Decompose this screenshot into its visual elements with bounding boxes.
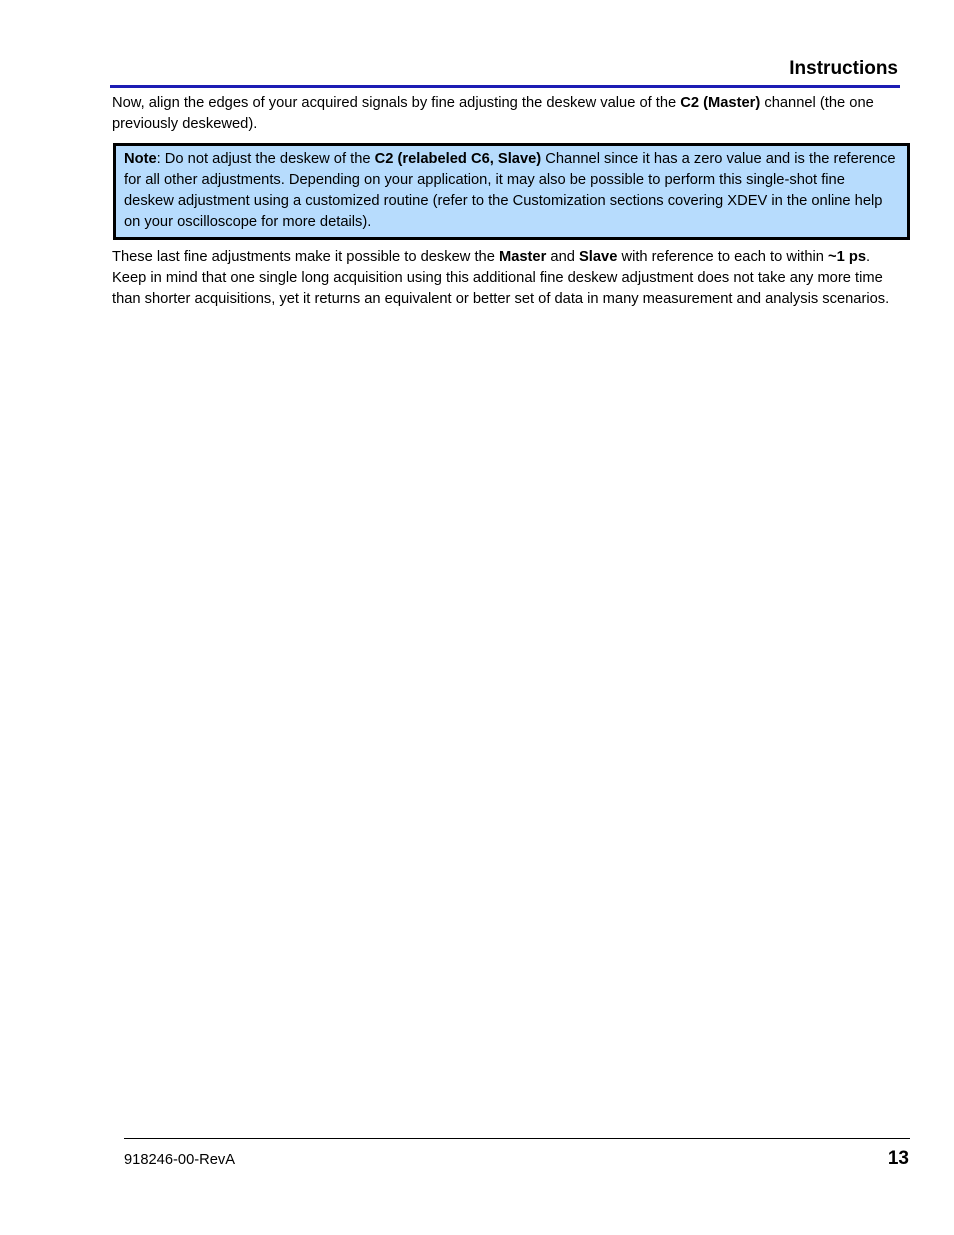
footer-page-number: 13 (887, 1148, 909, 1169)
bold-channel-master: C2 (Master) (680, 95, 761, 111)
page-header-title: Instructions (789, 58, 898, 79)
note-text: : Do not adjust the deskew of the (156, 151, 375, 167)
paragraph-text: . Keep in mind that one single long acquisition using this additional fine deskew adjustment does not take any more time than shorter acquisitions, yet it returns an equivalent or better set of data in many measurement and analysis scenarios. (112, 249, 890, 307)
note-box (113, 143, 910, 240)
paragraph-text: channel (the one previously deskewed). (112, 95, 874, 132)
paragraph-fine-adjustments (112, 247, 904, 310)
footer-rule (124, 1138, 910, 1139)
footer-doc-number: 918246-00-RevA (124, 1152, 236, 1168)
bold-precision: ~1 ps (828, 249, 866, 265)
paragraph-align-edges (112, 93, 904, 135)
header-rule (110, 85, 900, 88)
bold-master: Master (498, 249, 547, 265)
paragraph-text: with reference to each to within (617, 249, 829, 265)
paragraph-text: and (546, 249, 579, 265)
note-text: Channel since it has a zero value and is the reference for all other adjustments. Depending on your application, it may also be possible to perform this single-shot fine deskew adjustment using a customized routine (refer to the Customization sections covering XDEV in the online help on your oscilloscope for more details). (124, 151, 896, 230)
paragraph-text: Now, align the edges of your acquired signals by fine adjusting the deskew value of the (112, 95, 681, 111)
note-label: Note (124, 151, 157, 167)
paragraph-text: These last fine adjustments make it possible to deskew the (112, 249, 499, 265)
bold-channel-slave: C2 (relabeled C6, Slave) (374, 151, 542, 167)
bold-slave: Slave (579, 249, 618, 265)
